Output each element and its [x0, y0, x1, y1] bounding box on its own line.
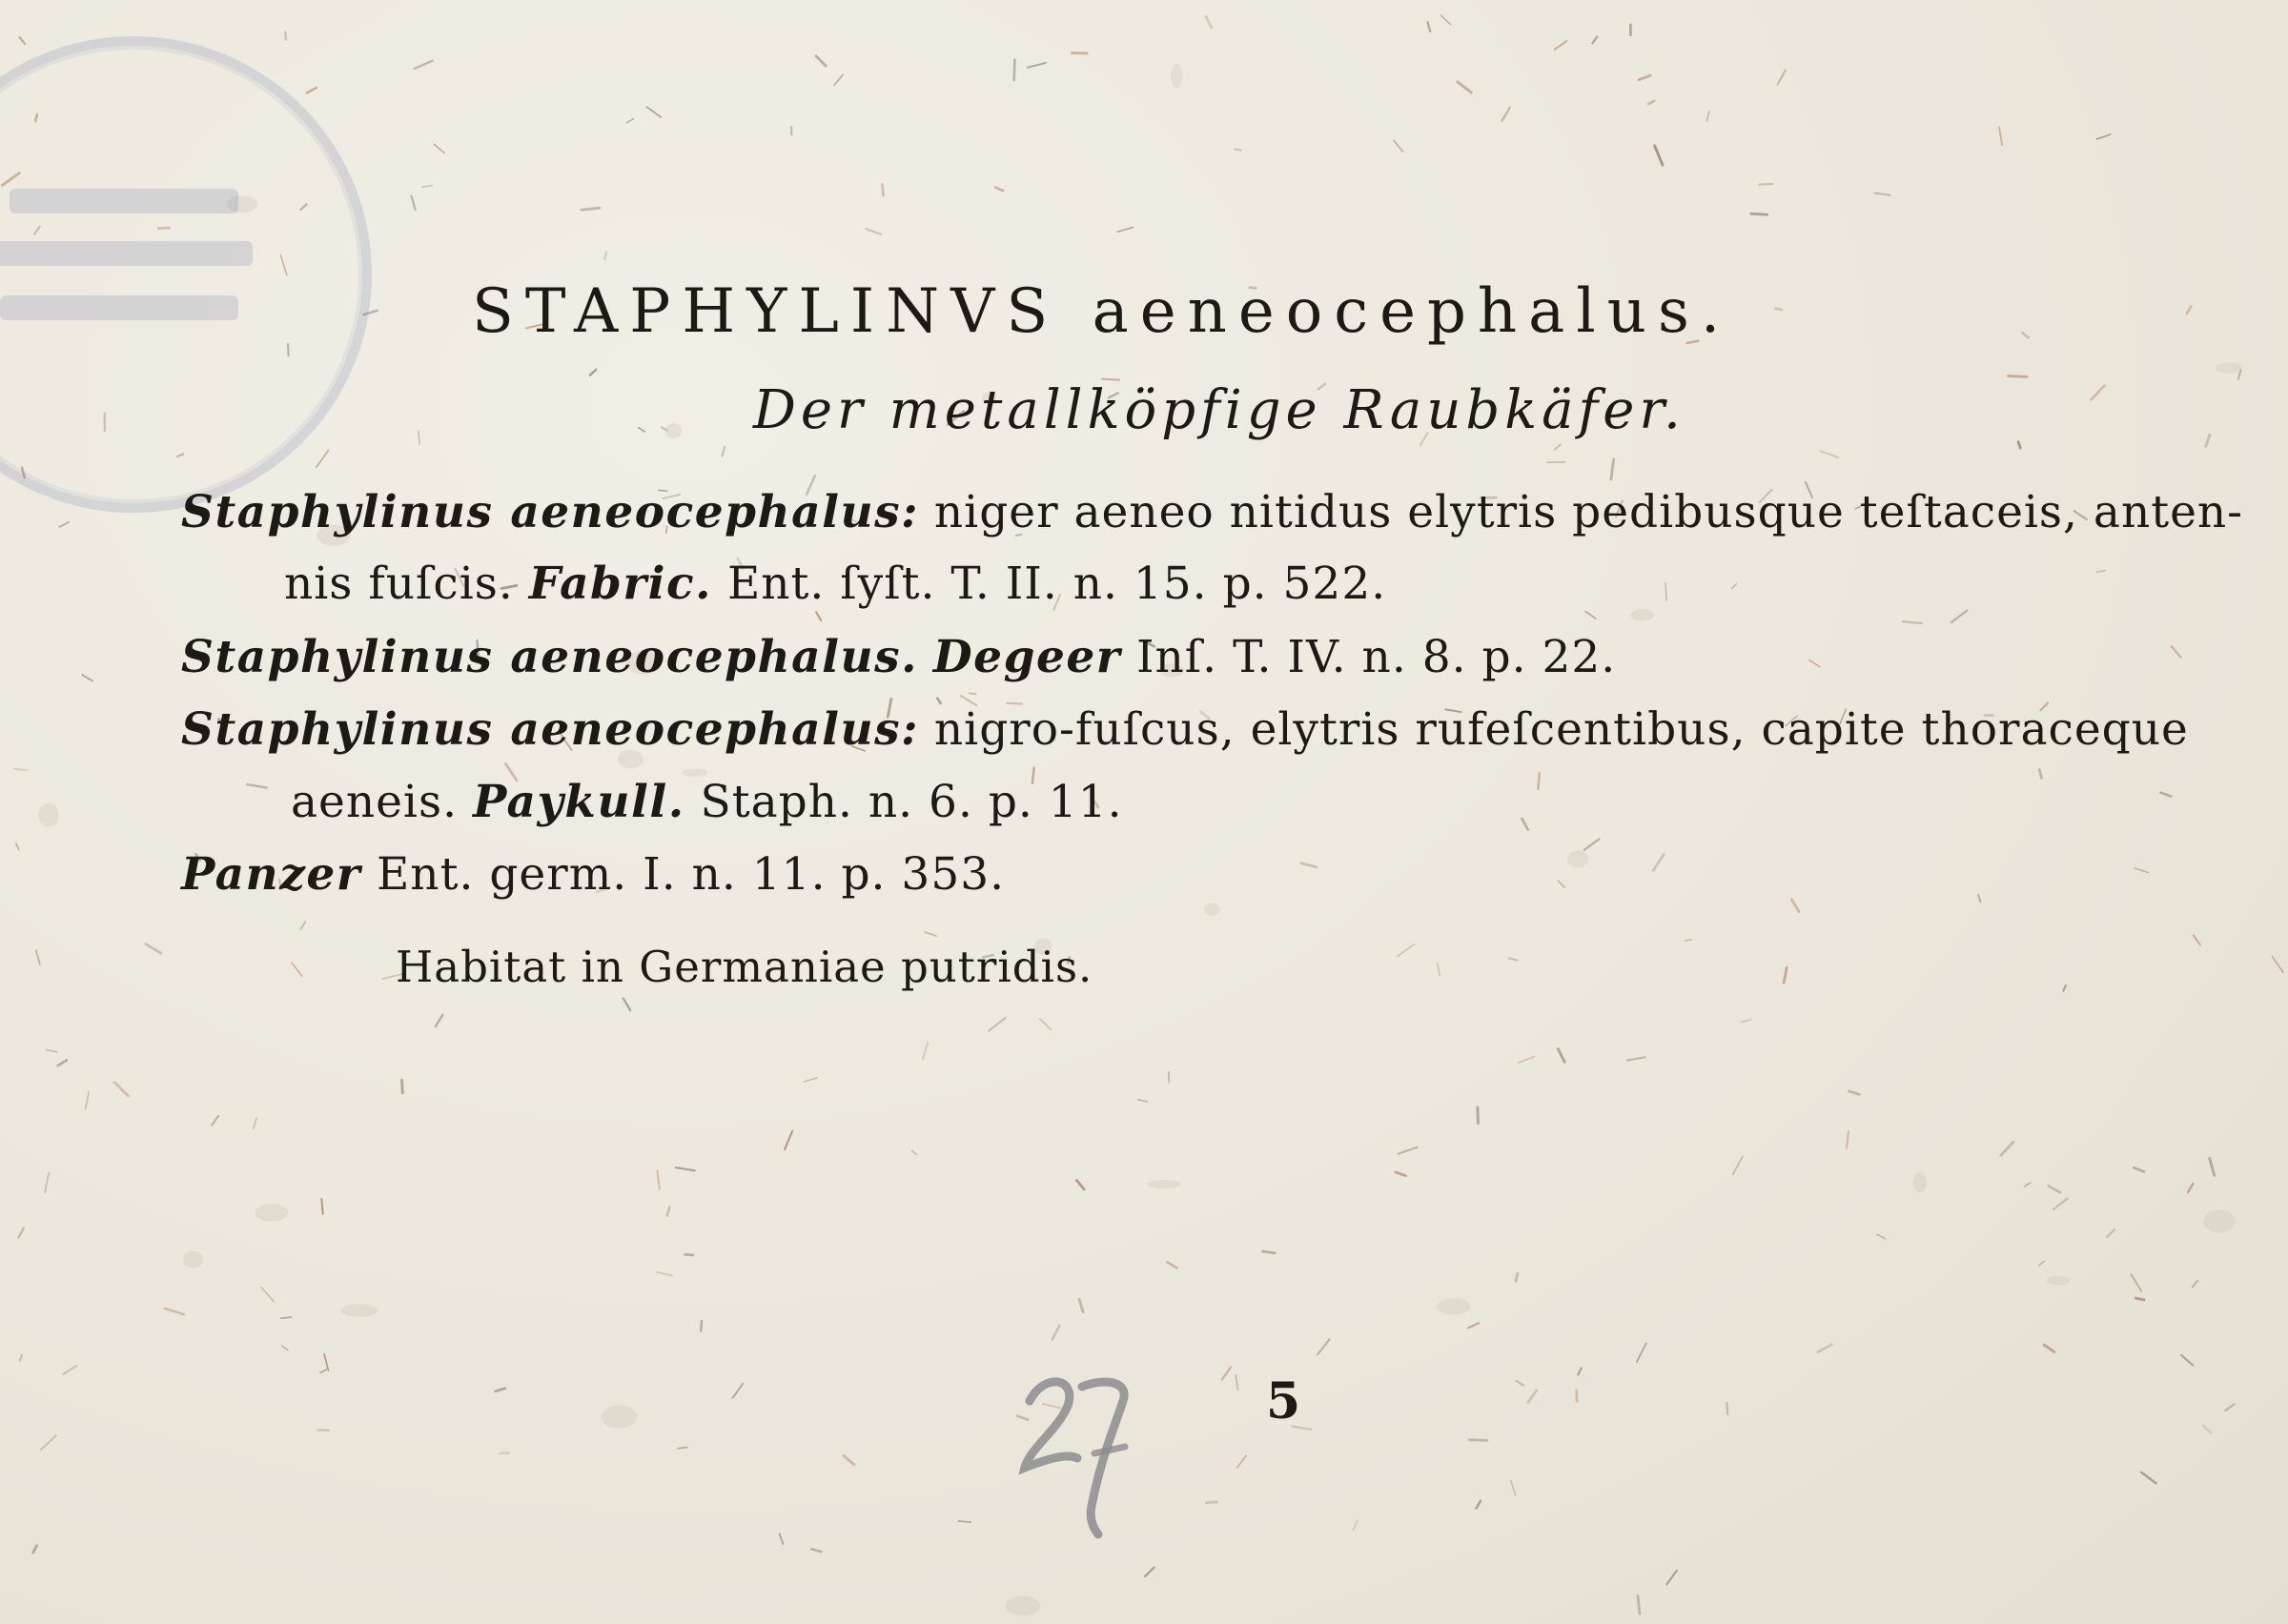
reference-author: Panzer [181, 848, 362, 901]
paper-fiber [1733, 1157, 1743, 1175]
paper-fiber [45, 1173, 49, 1193]
paper-spot [601, 1405, 637, 1428]
reference-text: nigro-fuſcus, elytris rufeſcentibus, capite thoraceque [918, 703, 2189, 756]
paper-fiber [1999, 128, 2002, 145]
reference-line [291, 776, 1123, 828]
paper-fiber [1706, 112, 1709, 121]
paper-fiber [1145, 1568, 1154, 1576]
german-common-name: Der metallköpfige Raubkäfer. [753, 379, 1685, 441]
paper-fiber [317, 451, 328, 468]
paper-fiber [1438, 964, 1440, 975]
paper-fiber [1237, 1456, 1246, 1468]
paper-fiber [320, 1370, 326, 1372]
paper-fiber [2160, 793, 2171, 797]
paper-fiber [685, 1254, 693, 1255]
paper-fiber [816, 612, 821, 620]
paper-fiber [412, 196, 416, 210]
paper-fiber [261, 1288, 275, 1303]
paper-fiber [1206, 16, 1212, 28]
paper-spot [2047, 1276, 2070, 1286]
paper-fiber [2001, 1142, 2013, 1155]
paper-fiber [1732, 584, 1737, 589]
paper-fiber [604, 253, 606, 259]
paper-fiber [1511, 1481, 1516, 1495]
paper-fiber [2134, 1167, 2143, 1171]
paper-fiber [422, 186, 432, 188]
paper-spot [665, 423, 683, 438]
reference-taxon: Staphylinus aeneocephalus: [181, 486, 919, 538]
paper-fiber [647, 107, 662, 117]
paper-fiber [212, 1116, 218, 1126]
paper-fiber [1354, 1521, 1358, 1530]
paper-fiber [701, 1321, 702, 1331]
paper-fiber [2135, 868, 2148, 873]
paper-fiber [1477, 1501, 1481, 1509]
paper-fiber [2063, 985, 2066, 991]
paper-fiber [1760, 184, 1773, 185]
paper-fiber [401, 1080, 402, 1092]
paper-fiber [970, 693, 976, 694]
paper-fiber [2206, 435, 2210, 446]
paper-fiber [995, 188, 1003, 191]
paper-fiber [1538, 773, 1540, 789]
paper-fiber [1469, 1440, 1486, 1441]
reference-line [181, 703, 2189, 756]
paper-fiber [165, 1309, 184, 1314]
paper-fiber [1874, 193, 1890, 195]
reference-text: niger aeneo nitidus elytris pedibusque teſtaceis, anten- [918, 486, 2244, 538]
paper-fiber [1778, 70, 1786, 84]
paper-fiber [1399, 1147, 1418, 1154]
paper-fiber [1809, 660, 1820, 667]
paper-fiber [1516, 1381, 1523, 1386]
paper-fiber [958, 1521, 970, 1522]
paper-fiber [1117, 228, 1133, 233]
paper-fiber [676, 1167, 695, 1170]
paper-fiber [247, 784, 266, 787]
paper-fiber [1742, 1020, 1751, 1023]
paper-fiber [722, 447, 725, 457]
paper-fiber [63, 1366, 76, 1374]
paper-fiber [2107, 1229, 2114, 1237]
paper-fiber [678, 1448, 686, 1449]
paper-fiber [1167, 1262, 1176, 1268]
paper-fiber [626, 118, 633, 122]
paper-fiber [1516, 1273, 1518, 1281]
paper-spot [1437, 1298, 1470, 1314]
paper-fiber [1222, 1368, 1231, 1380]
paper-fiber [46, 1050, 56, 1052]
paper-fiber [86, 1091, 90, 1108]
paper-fiber [82, 675, 92, 680]
paper-fiber [816, 56, 826, 66]
paper-fiber [2141, 1472, 2155, 1483]
paper-fiber [1592, 37, 1597, 44]
species-epithet: aeneocephalus. [1092, 276, 1732, 347]
paper-fiber [1818, 1345, 1831, 1352]
paper-fiber [2194, 936, 2200, 945]
paper-fiber [2188, 1184, 2193, 1192]
paper-spot [1147, 1180, 1180, 1188]
paper-fiber [1655, 146, 1663, 165]
reference-line [284, 558, 1386, 610]
paper-fiber [1502, 108, 1509, 121]
paper-fiber [2018, 442, 2020, 448]
paper-fiber [1791, 900, 1799, 912]
paper-fiber [804, 1078, 816, 1082]
paper-fiber [923, 1043, 928, 1059]
paper-fiber [1458, 82, 1471, 92]
paper-fiber [300, 922, 305, 929]
paper-spot [2216, 362, 2242, 373]
reference-line [181, 486, 2243, 538]
paper-fiber [639, 428, 644, 432]
paper-fiber [14, 769, 28, 771]
paper-fiber [2210, 1158, 2215, 1175]
paper-fiber [1638, 1596, 1640, 1614]
paper-fiber [281, 1317, 292, 1318]
paper-fiber [623, 998, 630, 1010]
paper-fiber [1478, 1107, 1479, 1124]
paper-fiber [20, 1355, 22, 1361]
paper-fiber [2039, 770, 2041, 779]
paper-fiber [1398, 944, 1414, 956]
paper-fiber [1440, 15, 1450, 25]
paper-fiber [1519, 1057, 1535, 1063]
reference-line [181, 631, 1616, 683]
paper-fiber [733, 1384, 744, 1398]
paper-fiber [2135, 1298, 2144, 1300]
paper-fiber [1318, 1339, 1329, 1354]
pencil-mark [1011, 1363, 1154, 1544]
paper-fiber [2172, 646, 2181, 657]
paper-fiber [1648, 101, 1654, 104]
paper-fiber [2096, 134, 2110, 139]
reference-taxon: Staphylinus aeneocephalus: [181, 703, 919, 756]
paper-spot [2203, 1209, 2236, 1232]
paper-fiber [2273, 957, 2283, 972]
stamp-text-line [0, 241, 253, 266]
paper-fiber [2049, 1186, 2060, 1192]
paper-fiber [146, 944, 161, 953]
paper-fiber [114, 1083, 128, 1096]
paper-fiber [1611, 459, 1614, 479]
paper-fiber [2202, 1425, 2211, 1432]
paper-fiber [1784, 967, 1787, 983]
paper-fiber [590, 370, 596, 376]
paper-fiber [1235, 149, 1241, 150]
paper-fiber [1396, 1172, 1406, 1176]
paper-spot [255, 1204, 288, 1222]
paper-fiber [1138, 1100, 1148, 1102]
paper-fiber [1685, 940, 1692, 941]
paper-fiber [1585, 612, 1596, 619]
reference-text: aeneis. [291, 776, 473, 828]
paper-fiber [785, 1130, 792, 1149]
paper-fiber [844, 1455, 854, 1464]
paper-fiber [2187, 307, 2191, 314]
paper-fiber [41, 1435, 56, 1450]
paper-fiber [2025, 1183, 2031, 1187]
paper-fiber [1509, 958, 1518, 960]
paper-fiber [657, 1272, 672, 1276]
paper-fiber [1028, 63, 1046, 68]
paper-fiber [1578, 1368, 1581, 1374]
paper-fiber [254, 1118, 256, 1128]
paper-fiber [1639, 75, 1650, 80]
paper-spot [1006, 1595, 1041, 1615]
paper-fiber [58, 1060, 67, 1066]
reference-line [181, 848, 1005, 901]
paper-fiber [1653, 854, 1664, 870]
paper-fiber [1555, 444, 1561, 449]
reference-citation: Staph. n. 6. p. 11. [684, 776, 1123, 828]
paper-fiber [582, 208, 600, 210]
paper-fiber [436, 1015, 442, 1026]
paper-fiber [33, 1546, 37, 1553]
paper-fiber [834, 75, 843, 86]
stamp-text-line [10, 189, 238, 213]
paper-fiber [1077, 1181, 1085, 1189]
reference-taxon: Staphylinus aeneocephalus. [181, 631, 918, 683]
paper-fiber [2096, 571, 2105, 573]
paper-fiber [1301, 863, 1317, 867]
paper-fiber [811, 1549, 821, 1552]
paper-fiber [1014, 60, 1015, 80]
reference-author: Fabric. [528, 558, 712, 610]
paper-spot [1567, 850, 1589, 867]
paper-fiber [882, 184, 883, 195]
reference-author: Paykull. [472, 776, 685, 828]
paper-fiber [1849, 1091, 1860, 1094]
reference-citation: Inſ. T. IV. n. 8. p. 22. [1121, 631, 1617, 683]
paper-fiber [866, 229, 881, 234]
paper-fiber [36, 950, 40, 964]
paper-fiber [414, 61, 432, 70]
paper-spot [1171, 64, 1183, 88]
genus-name: STAPHYLINVS [472, 276, 1060, 347]
paper-fiber [1877, 1234, 1886, 1238]
paper-spot [1913, 1172, 1927, 1192]
page-number: 5 [1266, 1372, 1301, 1431]
paper-fiber [1584, 839, 1600, 849]
paper-spot [1630, 609, 1654, 621]
paper-fiber [2039, 1261, 2044, 1265]
paper-fiber [2225, 1404, 2234, 1410]
paper-fiber [1820, 451, 1837, 457]
paper-fiber [496, 1389, 505, 1391]
paper-fiber [1528, 1391, 1537, 1402]
paper-fiber [1263, 1251, 1276, 1253]
paper-fiber [1079, 1299, 1083, 1311]
paper-fiber [59, 522, 69, 527]
paper-fiber [16, 843, 19, 850]
paper-fiber [1978, 895, 1980, 902]
paper-fiber [1726, 1403, 1727, 1414]
reference-citation: Ent. ſyſt. T. II. n. 15. p. 522. [712, 558, 1387, 610]
paper-fiber [925, 932, 936, 936]
paper-fiber [2053, 1199, 2068, 1210]
paper-fiber [282, 1346, 288, 1350]
paper-fiber [2044, 1345, 2054, 1351]
paper-fiber [1847, 1131, 1849, 1147]
paper-fiber [657, 1170, 659, 1188]
paper-fiber [1206, 1502, 1216, 1503]
paper-fiber [1522, 819, 1527, 830]
paper-fiber [1751, 213, 1767, 214]
paper-fiber [1637, 1344, 1646, 1362]
paper-fiber [19, 37, 25, 44]
paper-spot [183, 1251, 203, 1269]
paper-fiber [780, 1533, 784, 1544]
paper-fiber [912, 1150, 917, 1154]
paper-fiber [285, 32, 286, 40]
paper-spot [340, 1304, 378, 1316]
paper-fiber [2131, 1274, 2141, 1291]
reference-author: Degeer [932, 631, 1122, 683]
paper-fiber [1039, 1019, 1051, 1030]
paper-fiber [1577, 1391, 1578, 1402]
paper-fiber [989, 1018, 1005, 1030]
habitat-note: Habitat in Germaniae putridis. [396, 942, 1093, 992]
paper-fiber [321, 1199, 322, 1214]
paper-fiber [1236, 1375, 1237, 1390]
paper-spot [1204, 903, 1220, 916]
paper-fiber [2023, 333, 2029, 337]
paper-spot [38, 803, 58, 827]
paper-fiber [1555, 41, 1567, 50]
paper-fiber [667, 1208, 670, 1216]
paper-fiber [1468, 1323, 1479, 1328]
paper-fiber [2193, 1281, 2197, 1287]
paper-fiber [1559, 881, 1564, 886]
paper-fiber [307, 88, 317, 92]
paper-fiber [1903, 621, 1922, 623]
paper-fiber [2091, 386, 2104, 400]
paper-fiber [1052, 1326, 1060, 1340]
paper-fiber [1558, 1048, 1564, 1062]
paper-fiber [1665, 583, 1666, 600]
paper-fiber [1666, 1571, 1677, 1584]
paper-fiber [2181, 1355, 2193, 1366]
paper-fiber [1428, 22, 1431, 31]
reference-text: nis fuſcis. [284, 558, 529, 610]
paper-fiber [1627, 1057, 1645, 1060]
paper-fiber [434, 144, 444, 152]
paper-fiber [1951, 611, 1967, 622]
paper-fiber [18, 1228, 23, 1237]
species-title [472, 276, 1902, 347]
paper-fiber [1394, 140, 1403, 152]
reference-citation: Ent. germ. I. n. 11. p. 353. [361, 848, 1006, 901]
paper-fiber [292, 963, 302, 976]
paper-fiber [324, 1354, 328, 1370]
stamp-text-line [0, 295, 238, 320]
